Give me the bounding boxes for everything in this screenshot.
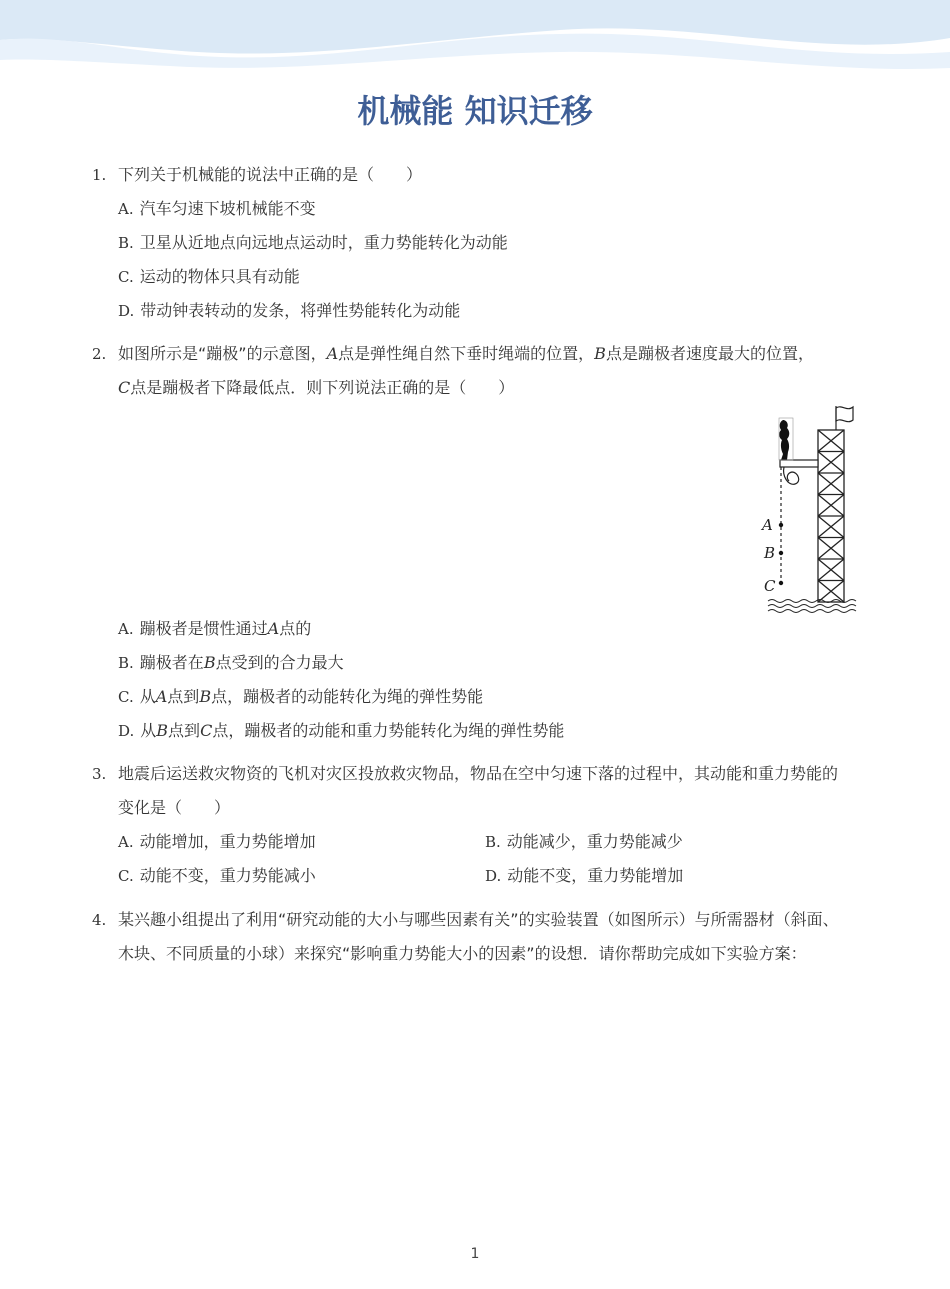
question-stem: 某兴趣小组提出了利用“研究动能的大小与哪些因素有关”的实验装置（如图所示）与所需器材（斜面、木块、不同质量的小球）来探究“影响重力势能大小的因素”的设想．请你帮助完成如下实验方案：	[118, 910, 839, 963]
point-c	[779, 581, 783, 585]
label-b: B	[764, 544, 776, 562]
tower	[818, 430, 844, 602]
jumper-icon	[779, 418, 793, 460]
option-text: 点受到的合力最大	[215, 653, 344, 672]
option-d[interactable]	[118, 714, 852, 748]
option-letter: C.	[118, 268, 134, 286]
question-4	[92, 903, 852, 971]
variable: B	[156, 721, 169, 740]
question-2	[92, 337, 852, 405]
option-letter: B.	[118, 234, 134, 252]
variable-c: C	[118, 378, 131, 397]
option-text: 从	[140, 721, 157, 740]
jump-platform	[780, 460, 818, 467]
question-stem: 地震后运送救灾物资的飞机对灾区投放救灾物品，物品在空中匀速下落的过程中，其动能和重力势能的变化是（ ）	[118, 764, 839, 817]
option-text: 蹦极者是惯性通过	[139, 619, 268, 638]
variable-b: B	[594, 344, 606, 363]
option-b[interactable]	[118, 226, 852, 260]
option-row	[118, 825, 852, 859]
option-text: 点到	[168, 721, 201, 740]
question-stem	[118, 337, 852, 405]
option-letter: B.	[485, 833, 501, 851]
stem-text: 点是弹性绳自然下垂时绳端的位置，	[338, 344, 595, 363]
stem-text: 如图所示是“蹦极”的示意图，	[118, 344, 327, 363]
point-a	[779, 523, 783, 527]
option-letter: D.	[118, 722, 135, 740]
stem-text: 点是蹦极者下降最低点．则下列说法正确的是（ ）	[130, 378, 515, 397]
option-text: 动能减少，重力势能减少	[506, 832, 683, 851]
option-row	[118, 859, 852, 893]
option-a[interactable]	[118, 192, 852, 226]
option-d[interactable]	[118, 294, 852, 328]
page-title: 机械能 知识迁移	[357, 92, 593, 130]
stem-text: 点是蹦极者速度最大的位置，	[605, 344, 814, 363]
question-3	[92, 757, 852, 893]
question-number: 4.	[92, 911, 107, 929]
variable: B	[199, 687, 212, 706]
option-a[interactable]	[118, 612, 852, 646]
option-c[interactable]	[118, 260, 852, 294]
option-b[interactable]	[118, 646, 852, 680]
option-text: 动能不变，重力势能减小	[139, 866, 316, 885]
option-text: 从	[139, 687, 156, 706]
option-d[interactable]	[485, 859, 683, 893]
option-text: 点的	[279, 619, 312, 638]
option-text: 点，蹦极者的动能转化为绳的弹性势能	[211, 687, 484, 706]
variable-a: A	[326, 344, 339, 363]
option-text: 点到	[167, 687, 200, 706]
question-number: 3.	[92, 765, 107, 783]
option-letter: D.	[485, 867, 502, 885]
option-letter: A.	[118, 200, 134, 218]
flag-icon	[836, 406, 853, 430]
question-number: 2.	[92, 345, 107, 363]
option-text: 卫星从近地点向远地点运动时，重力势能转化为动能	[139, 233, 508, 252]
option-text: 点，蹦极者的动能和重力势能转化为绳的弹性势能	[212, 721, 565, 740]
question-2-options	[92, 612, 852, 748]
option-letter: A.	[118, 620, 134, 638]
option-text: 带动钟表转动的发条，将弹性势能转化为动能	[140, 301, 461, 320]
option-text: 运动的物体只具有动能	[139, 267, 300, 286]
question-1	[92, 158, 852, 328]
label-c: C	[764, 577, 776, 595]
page-number: 1	[470, 1246, 480, 1262]
option-letter: B.	[118, 654, 134, 672]
option-a[interactable]	[118, 825, 316, 859]
option-letter: D.	[118, 302, 135, 320]
question-stem: 下列关于机械能的说法中正确的是（ ）	[118, 165, 423, 184]
option-letter: A.	[118, 833, 134, 851]
label-a: A	[762, 516, 773, 534]
option-text: 动能增加，重力势能增加	[139, 832, 316, 851]
variable: B	[203, 653, 216, 672]
option-letter: C.	[118, 688, 134, 706]
question-number: 1.	[92, 166, 107, 184]
option-b[interactable]	[485, 825, 683, 859]
variable: A	[267, 619, 280, 638]
point-b	[779, 551, 783, 555]
option-text: 蹦极者在	[139, 653, 204, 672]
option-c[interactable]	[118, 680, 852, 714]
option-text: 汽车匀速下坡机械能不变	[139, 199, 316, 218]
bungee-jump-diagram	[752, 402, 862, 618]
variable: A	[155, 687, 168, 706]
header-wave-decoration	[0, 0, 950, 80]
option-text: 动能不变，重力势能增加	[507, 866, 684, 885]
rope-coil	[784, 467, 799, 484]
variable: C	[200, 721, 213, 740]
option-letter: C.	[118, 867, 134, 885]
option-c[interactable]	[118, 859, 316, 893]
